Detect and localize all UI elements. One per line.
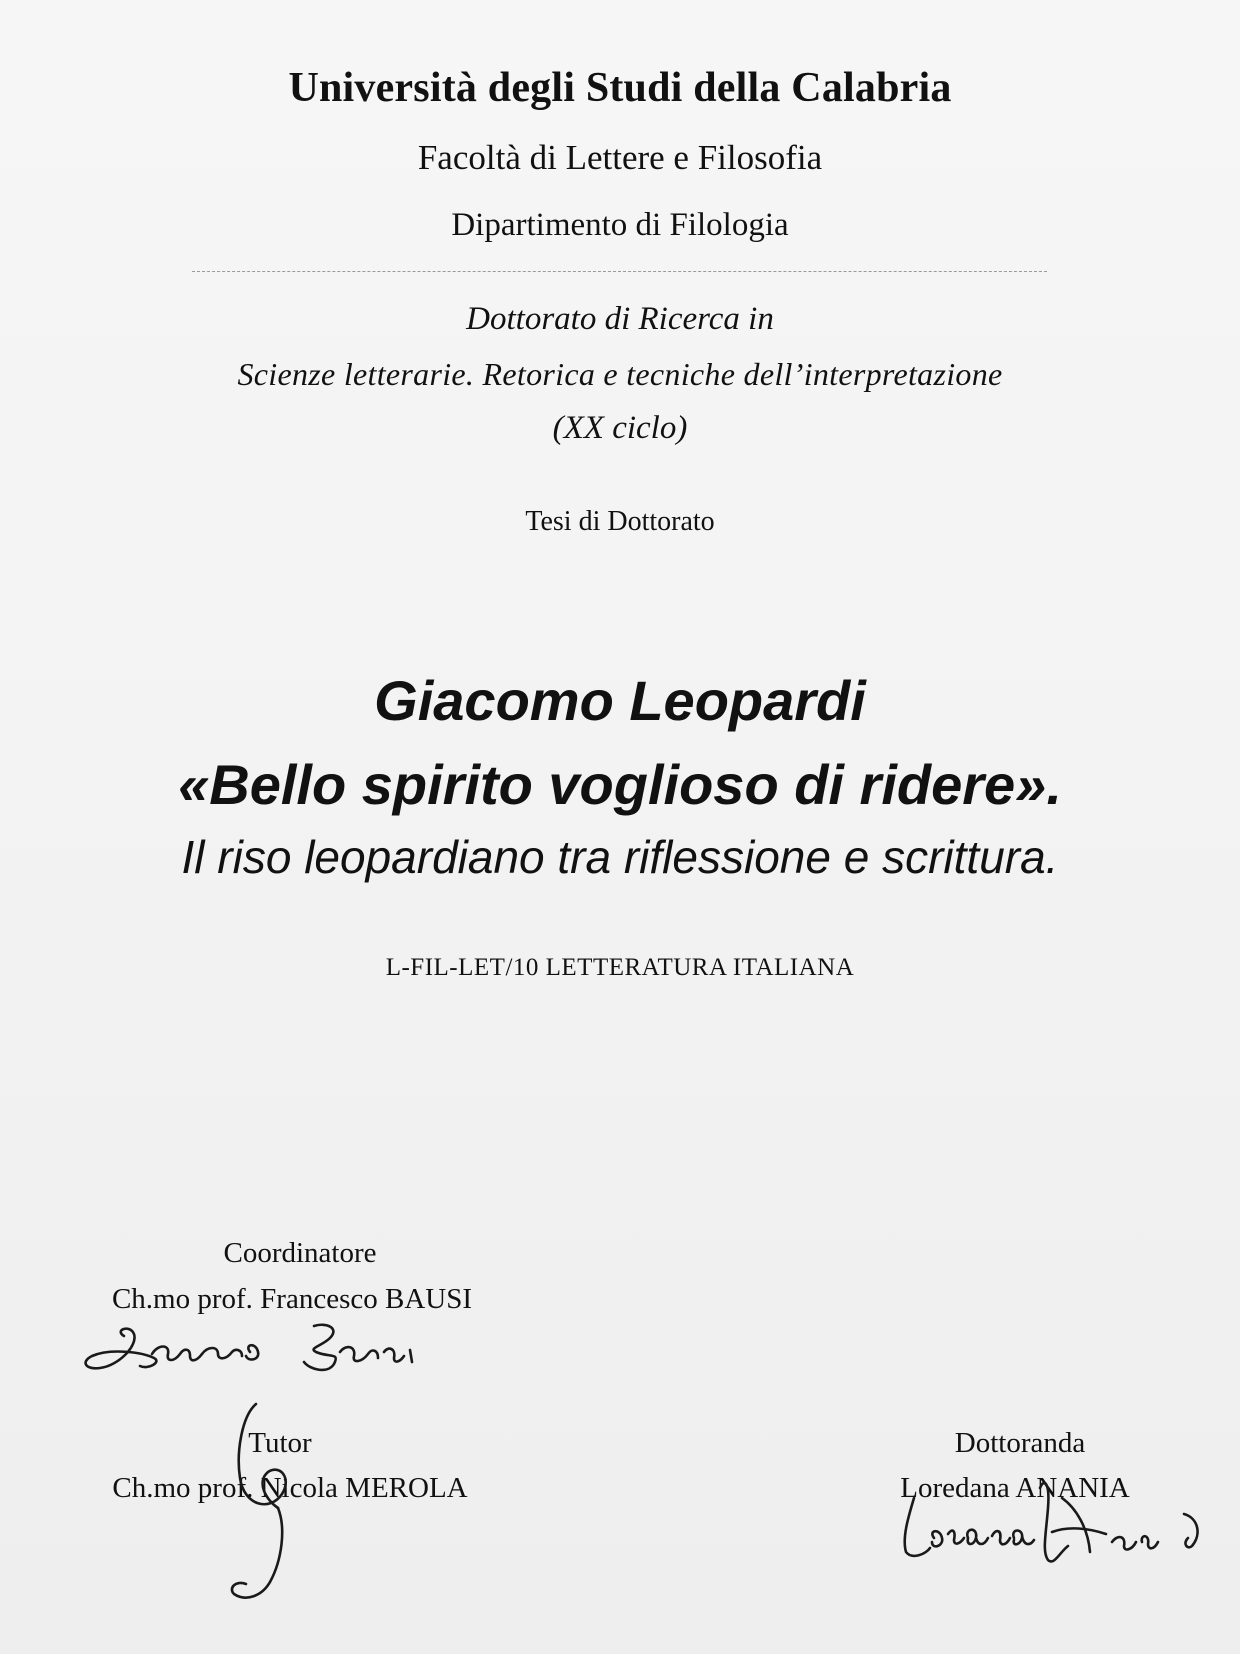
tutor-name: Ch.mo prof. Nicola MEROLA	[112, 1472, 468, 1504]
header-divider	[192, 271, 1047, 272]
coordinator-signature	[78, 1322, 438, 1402]
scientific-sector: L-FIL-LET/10 LETTERATURA ITALIANA	[385, 954, 855, 981]
candidate-role: Dottoranda	[954, 1427, 1086, 1459]
department-name: Dipartimento di Filologia	[451, 207, 789, 243]
doctorate-program-intro: Dottorato di Ricerca in	[466, 301, 774, 337]
faculty-name: Facoltà di Lettere e Filosofia	[417, 138, 823, 177]
thesis-title-main: «Bello spirito voglioso di ridere».	[178, 753, 1062, 816]
thesis-title-author: Giacomo Leopardi	[374, 669, 866, 732]
doctorate-cycle: (XX ciclo)	[552, 410, 688, 446]
tutor-signature	[226, 1398, 316, 1608]
coordinator-role: Coordinatore	[223, 1237, 377, 1269]
university-name: Università degli Studi della Calabria	[288, 65, 952, 111]
candidate-name: Loredana ANANIA	[900, 1472, 1130, 1504]
coordinator-name: Ch.mo prof. Francesco BAUSI	[111, 1283, 473, 1315]
candidate-signature	[892, 1468, 1222, 1578]
doctorate-program-name: Scienze letterarie. Retorica e tecniche dell’interpretazione	[237, 356, 1003, 392]
tutor-role: Tutor	[248, 1427, 312, 1459]
thesis-subtitle: Il riso leopardiano tra riflessione e scrittura.	[181, 831, 1059, 883]
thesis-label: Tesi di Dottorato	[525, 506, 715, 537]
